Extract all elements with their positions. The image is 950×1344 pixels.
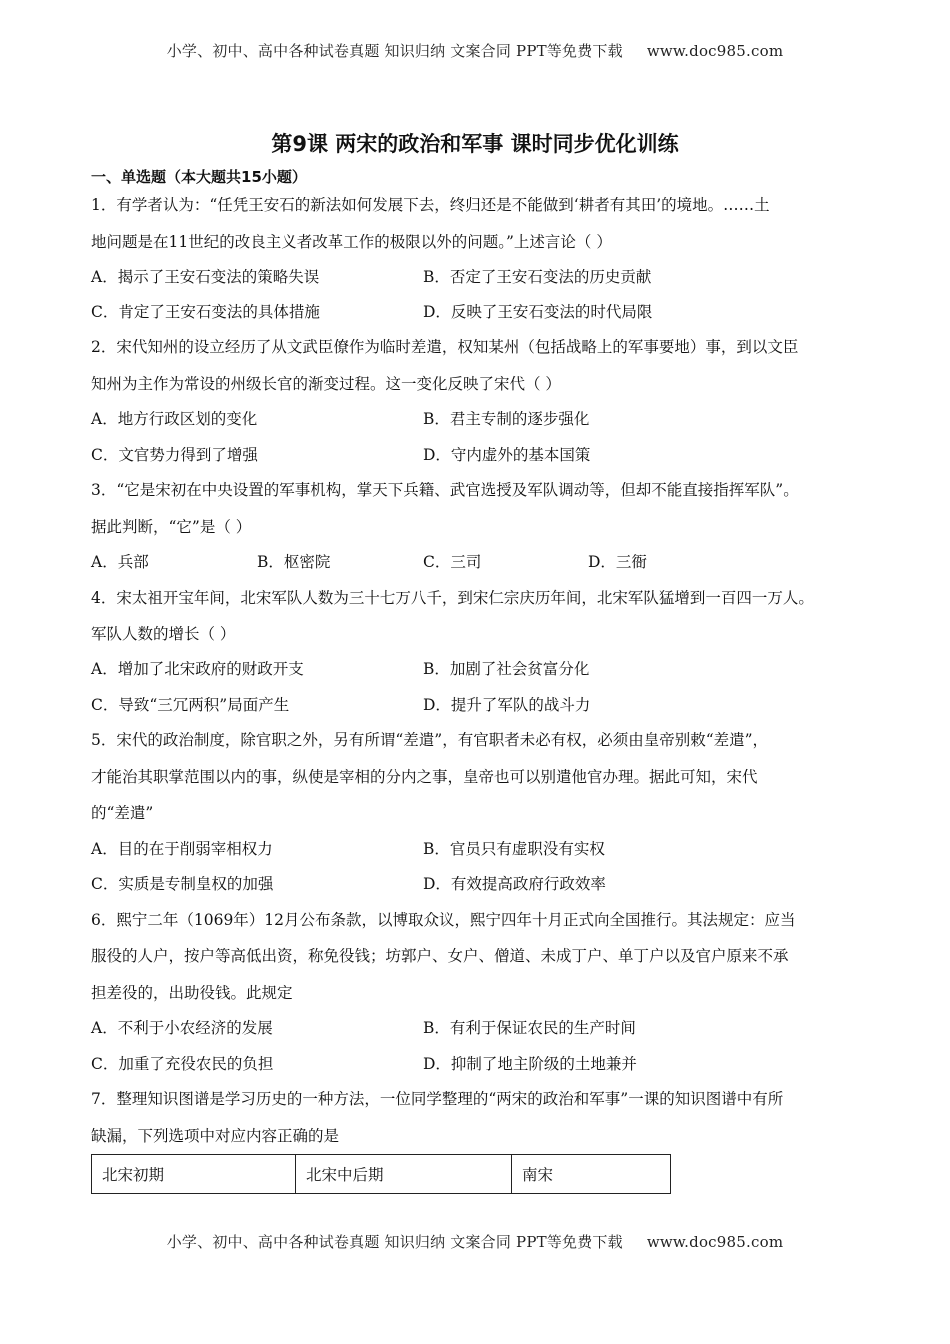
q3-option-a: A．兵部 — [91, 553, 149, 571]
footer-text: 小学、初中、高中各种试卷真题 知识归纳 文案合同 PPT等免费下载 — [166, 1233, 623, 1251]
q3-text-line-2: 据此判断，“它”是（ ） — [91, 518, 252, 536]
q2-option-a: A．地方行政区划的变化 — [91, 410, 258, 428]
knowledge-map-table — [91, 1154, 671, 1194]
q1-option-c: C．肯定了王安石变法的具体措施 — [91, 303, 320, 321]
q3-option-d: D．三衙 — [588, 553, 647, 571]
q4-option-c: C．导致“三冗两积”局面产生 — [91, 696, 290, 714]
q5-option-b: B．官员只有虚职没有实权 — [423, 840, 605, 858]
q1-option-d: D．反映了王安石变法的时代局限 — [423, 303, 653, 321]
header-url[interactable]: www.doc985.com — [646, 42, 784, 60]
q5-option-c: C．实质是专制皇权的加强 — [91, 875, 274, 893]
q5-text-line-3: 的“差遣” — [91, 804, 154, 822]
q5-text-line-1: 5．宋代的政治制度，除官职之外，另有所谓“差遣”，有官职者未必有权，必须由皇帝别敕“差遣”， — [91, 731, 769, 749]
q6-option-b: B．有利于保证农民的生产时间 — [423, 1019, 636, 1037]
q6-text-line-1: 6．熙宁二年（1069年）12月公布条款，以博取众议，熙宁四年十月正式向全国推行。其法规定：应当 — [91, 911, 796, 929]
q6-text-line-3: 担差役的，出助役钱。此规定 — [91, 984, 293, 1002]
q2-option-d: D．守内虚外的基本国策 — [423, 446, 591, 464]
table-cell-late-northern-song: 北宋中后期 — [296, 1155, 512, 1194]
q4-option-a: A．增加了北宋政府的财政开支 — [91, 660, 304, 678]
page-footer — [0, 1231, 950, 1252]
q4-option-d: D．提升了军队的战斗力 — [423, 696, 591, 714]
q7-text-line-2: 缺漏，下列选项中对应内容正确的是 — [91, 1127, 340, 1145]
page-header — [0, 40, 950, 61]
q5-option-d: D．有效提高政府行政效率 — [423, 875, 606, 893]
q2-text-line-2: 知州为主作为常设的州级长官的渐变过程。这一变化反映了宋代（ ） — [91, 375, 561, 393]
q2-option-c: C．文官势力得到了增强 — [91, 446, 258, 464]
q2-text-line-1: 2．宋代知州的设立经历了从文武臣僚作为临时差遣，权知某州（包括战略上的军事要地）事，到以文臣 — [91, 338, 799, 356]
q2-option-b: B．君主专制的逐步强化 — [423, 410, 590, 428]
q1-option-b: B．否定了王安石变法的历史贡献 — [423, 268, 652, 286]
q4-text-line-1: 4．宋太祖开宝年间，北宋军队人数为三十七万八千，到宋仁宗庆历年间，北宋军队猛增到一百四一万人。 — [91, 589, 814, 607]
q3-option-b: B．枢密院 — [257, 553, 331, 571]
q4-option-b: B．加剧了社会贫富分化 — [423, 660, 590, 678]
table-cell-early-northern-song: 北宋初期 — [92, 1155, 296, 1194]
q3-text-line-1: 3．“它是宋初在中央设置的军事机构，掌天下兵籍、武官选授及军队调动等，但却不能直接指挥军队”。 — [91, 481, 799, 499]
q7-text-line-1: 7．整理知识图谱是学习历史的一种方法，一位同学整理的“两宋的政治和军事”一课的知识图谱中有所 — [91, 1090, 784, 1108]
q1-option-a: A．揭示了王安石变法的策略失误 — [91, 268, 320, 286]
q6-option-c: C．加重了充役农民的负担 — [91, 1055, 274, 1073]
q5-text-line-2: 才能治其职掌范围以内的事，纵使是宰相的分内之事，皇帝也可以别遣他官办理。据此可知，宋代 — [91, 768, 758, 786]
q3-option-c: C．三司 — [423, 553, 482, 571]
page-title: 第9课 两宋的政治和军事 课时同步优化训练 — [271, 132, 679, 156]
q6-option-a: A．不利于小农经济的发展 — [91, 1019, 273, 1037]
footer-url[interactable]: www.doc985.com — [646, 1233, 784, 1251]
table-cell-southern-song: 南宋 — [512, 1155, 671, 1194]
q6-text-line-2: 服役的人户，按户等高低出资，称免役钱；坊郭户、女户、僧道、未成丁户、单丁户以及官户原来不承 — [91, 947, 789, 965]
q5-option-a: A．目的在于削弱宰相权力 — [91, 840, 273, 858]
q4-text-line-2: 军队人数的增长（ ） — [91, 625, 236, 643]
q6-option-d: D．抑制了地主阶级的土地兼并 — [423, 1055, 637, 1073]
table-row — [92, 1155, 671, 1194]
header-text: 小学、初中、高中各种试卷真题 知识归纳 文案合同 PPT等免费下载 — [166, 42, 623, 60]
section-heading: 一、单选题（本大题共15小题） — [91, 168, 307, 186]
q1-text-line-1: 1．有学者认为：“任凭王安石的新法如何发展下去，终归还是不能做到‘耕者有其田’的境地。……土 — [91, 196, 770, 214]
q1-text-line-2: 地问题是在11世纪的改良主义者改革工作的极限以外的问题。”上述言论（ ） — [91, 233, 612, 251]
